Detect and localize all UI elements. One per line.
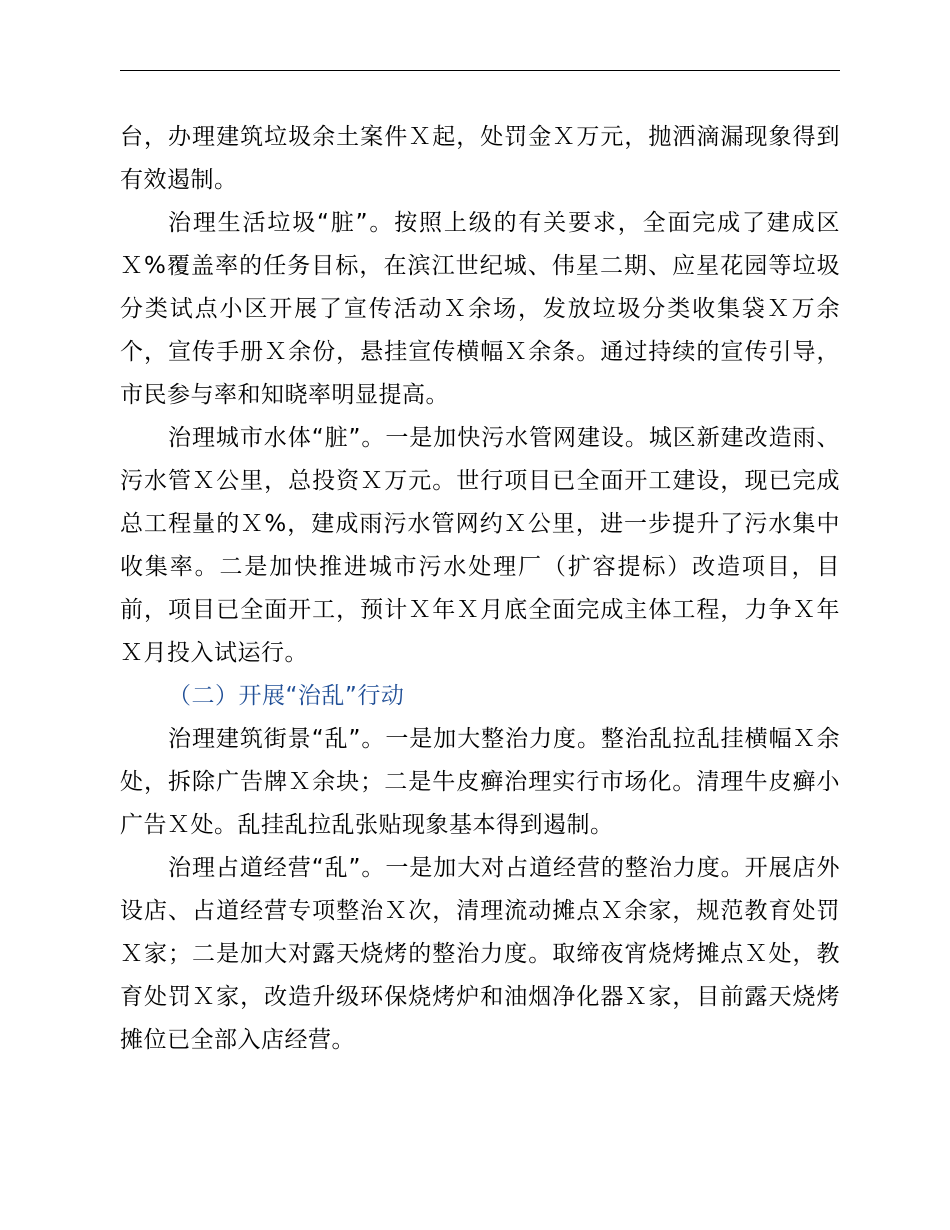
- paragraph-household-waste: 治理生活垃圾“脏”。按照上级的有关要求，全面完成了建成区Ｘ%覆盖率的任务目标，在滨江世纪城、伟星二期、应星花园等垃圾分类试点小区开展了宣传活动Ｘ余场，发放垃圾分类收集袋Ｘ万余个，宣传手册Ｘ余份，悬挂宣传横幅Ｘ余条。通过持续的宣传引导，市民参与率和知晓率明显提高。: [120, 210, 840, 408]
- paragraph-road-occupation: 治理占道经营“乱”。一是加大对占道经营的整治力度。开展店外设店、占道经营专项整治Ｘ次，清理流动摊点Ｘ余家，规范教育处罚Ｘ家；二是加大对露天烧烤的整治力度。取缔夜宵烧烤摊点Ｘ处，教育处罚Ｘ家，改造升级环保烧烤炉和油烟净化器Ｘ家，目前露天烧烤摊位已全部入店经营。: [120, 855, 840, 1053]
- paragraph-streetscape: 治理建筑街景“乱”。一是加大整治力度。整治乱拉乱挂横幅Ｘ余处，拆除广告牌Ｘ余块；二是牛皮癣治理实行市场化。清理牛皮癣小广告Ｘ处。乱挂乱拉乱张贴现象基本得到遏制。: [120, 726, 840, 838]
- document-body: [120, 116, 840, 1062]
- header-rule: [120, 70, 840, 71]
- paragraph-continuation: 台，办理建筑垃圾余土案件Ｘ起，处罚金Ｘ万元，抛洒滴漏现象得到有效遏制。: [120, 124, 840, 193]
- paragraph-water-bodies: 治理城市水体“脏”。一是加快污水管网建设。城区新建改造雨、污水管Ｘ公里，总投资Ｘ万元。世行项目已全面开工建设，现已完成总工程量的Ｘ%，建成雨污水管网约Ｘ公里，进一步提升了污水集中收集率。二是加快推进城市污水处理厂（扩容提标）改造项目，目前，项目已全面开工，预计Ｘ年Ｘ月底全面完成主体工程，力争Ｘ年Ｘ月投入试运行。: [120, 425, 840, 666]
- section-heading-disorder: （二）开展“治乱”行动: [168, 683, 405, 709]
